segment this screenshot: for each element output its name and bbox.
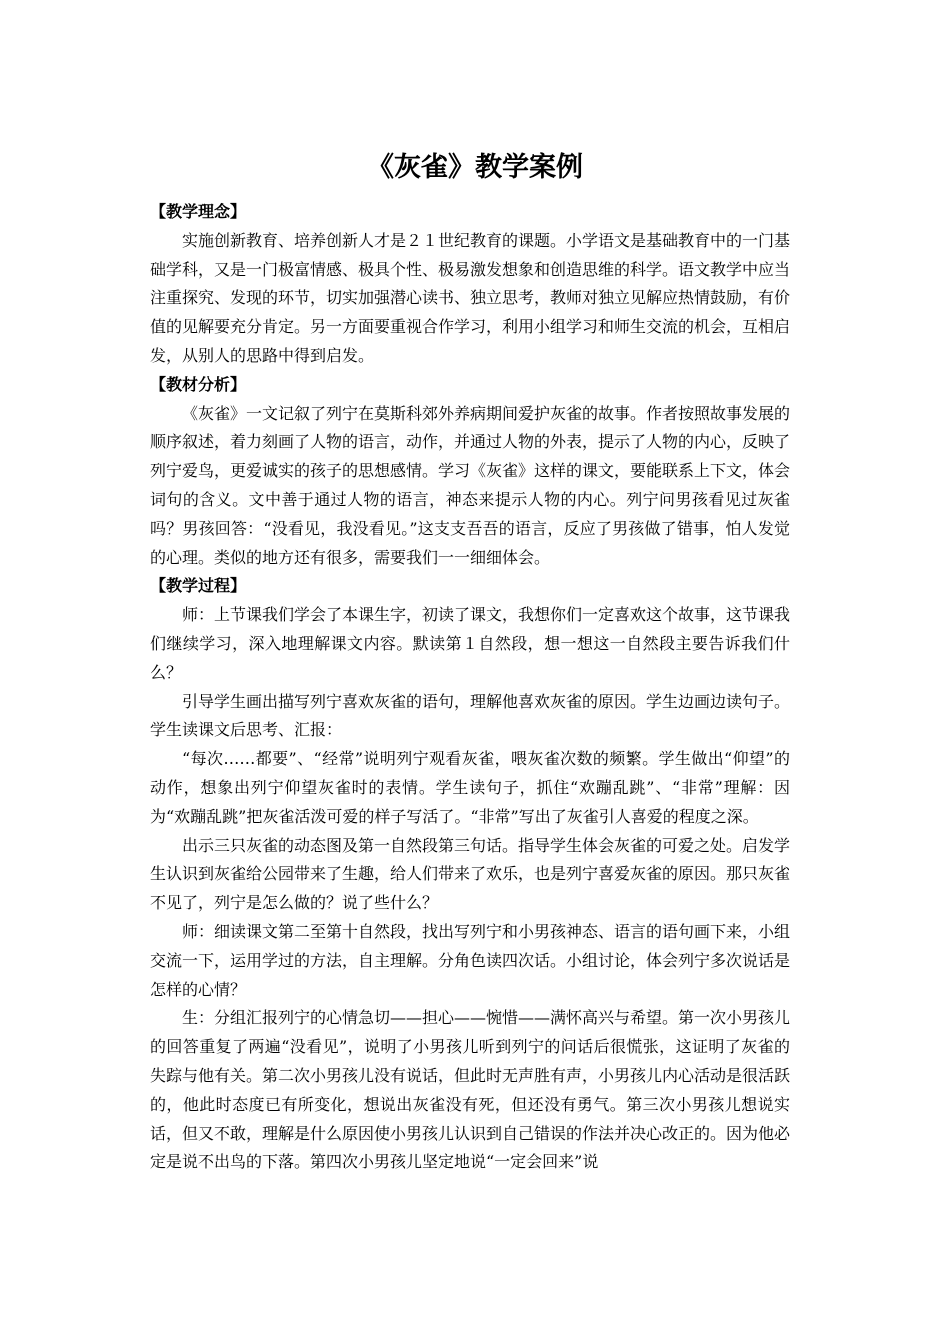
document-title: 《灰雀》教学案例	[367, 152, 583, 183]
section-heading-teaching-concept: 【教学理念】	[150, 202, 247, 221]
document-body	[150, 198, 790, 1177]
paragraph: 生：分组汇报列宁的心情急切——担心——惋惜——满怀高兴与希望。第一次小男孩儿的回答重复了两遍“没看见”，说明了小男孩儿听到列宁的问话后很慌张，这证明了灰雀的失踪与他有关。第二次小男孩儿没有说话，但此时无声胜有声，小男孩儿内心活动是很活跃的，他此时态度已有所变化，想说出灰雀没有死，但还没有勇气。第三次小男孩儿想说实话，但又不敢，理解是什么原因使小男孩儿认识到自己错误的作法并决心改正的。因为他必定是说不出鸟的下落。第四次小男孩儿坚定地说“一定会回来”说	[150, 1008, 791, 1172]
section-heading-teaching-process: 【教学过程】	[150, 576, 247, 596]
paragraph: 《灰雀》一文记叙了列宁在莫斯科郊外养病期间爱护灰雀的故事。作者按照故事发展的顺序叙述，着力刻画了人物的语言，动作，并通过人物的外表，提示了人物的内心，反映了列宁爱鸟，更爱诚实的孩子的思想感情。学习《灰雀》这样的课文，要能联系上下文，体会词句的含义。文中善于通过人物的语言，神态来提示人物的内心。列宁问男孩看见过灰雀吗？男孩回答：“没看见，我没看见。”这支支吾吾的语言，反应了男孩做了错事，怕人发觉的心理。类似的地方还有很多，需要我们一一细细体会。	[150, 403, 791, 567]
paragraph: 师：细读课文第二至第十自然段，找出写列宁和小男孩神态、语言的语句画下来，小组交流一下，运用学过的方法，自主理解。分角色读四次话。小组讨论，体会列宁多次说话是怎样的心情？	[150, 921, 791, 999]
paragraph: 实施创新教育、培养创新人才是２１世纪教育的课题。小学语文是基础教育中的一门基础学科，又是一门极富情感、极具个性、极易激发想象和创造思维的科学。语文教学中应当注重探究、发现的环节，切实加强潜心读书、独立思考，教师对独立见解应热情鼓励，有价值的见解要充分肯定。另一方面要重视合作学习，利用小组学习和师生交流的机会，互相启发，从别人的思路中得到启发。	[150, 230, 791, 365]
section-heading-material-analysis: 【教材分析】	[150, 374, 247, 394]
paragraph: 出示三只灰雀的动态图及第一自然段第三句话。指导学生体会灰雀的可爱之处。启发学生认识到灰雀给公园带来了生趣，给人们带来了欢乐，也是列宁喜爱灰雀的原因。那只灰雀不见了，列宁是怎么做的？说了些什么？	[150, 835, 791, 913]
paragraph: 引导学生画出描写列宁喜欢灰雀的语句，理解他喜欢灰雀的原因。学生边画边读句子。学生读课文后思考、汇报：	[150, 691, 791, 740]
paragraph: “每次……都要”、“经常”说明列宁观看灰雀，喂灰雀次数的频繁。学生做出“仰望”的动作，想象出列宁仰望灰雀时的表情。学生读句子，抓住“欢蹦乱跳”、“非常”理解：因为“欢蹦乱跳”把灰雀活泼可爱的样子写活了。“非常”写出了灰雀引人喜爱的程度之深。	[150, 749, 790, 826]
paragraph: 师：上节课我们学会了本课生字，初读了课文，我想你们一定喜欢这个故事，这节课我们继续学习，深入地理解课文内容。默读第１自然段，想一想这一自然段主要告诉我们什么？	[150, 605, 791, 682]
